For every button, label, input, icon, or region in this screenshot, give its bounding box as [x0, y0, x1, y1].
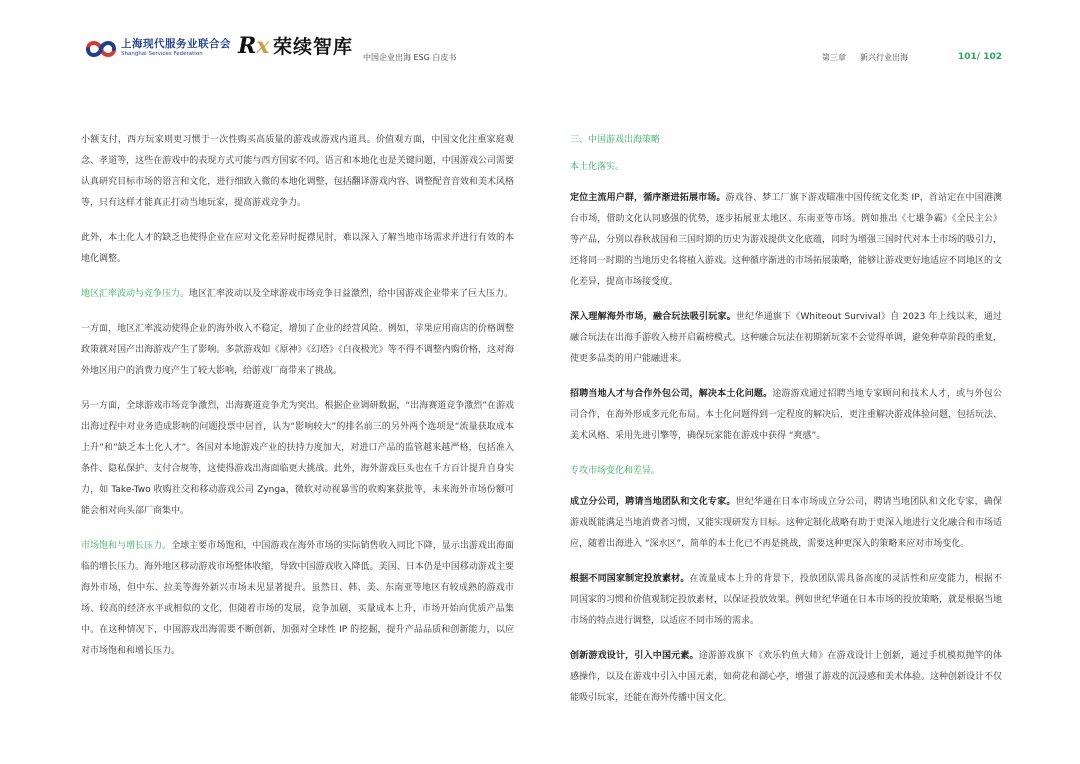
paragraph-body: 途游游戏旗下《欢乐钓鱼大师》在游戏设计上创新，通过手机模拟抛竿的体感操作，以及在游戏中引入中国元素，如荷花和湖心亭，增强了游戏的沉浸感和美术体验。这种创新设计不仅能吸引玩家，还能在海外传播中国文化。	[570, 651, 1003, 703]
section-heading: 三、中国游戏出海策略	[570, 135, 661, 145]
rongxu-logo-mark	[238, 33, 269, 59]
paragraph	[570, 569, 1002, 632]
paragraph: 小额支付，西方玩家则更习惯于一次性购买高质量的游戏或游戏内道具。价值观方面，中国文化注重家庭观念、孝道等，这些在游戏中的表现方式可能与西方国家不同。语言和本地化也是关键问题，中国游戏公司需要认真研究目标市场的语言和文化，进行细致入微的本地化调整，包括翻译游戏内容、调整配音音效和美术风格等，只有这样才能真正打动当地玩家，提高游戏竞争力。	[81, 135, 514, 208]
federation-logo-icon	[84, 36, 118, 62]
paragraph	[570, 492, 1002, 555]
paragraph: 另一方面，全球游戏市场竞争激烈，出海赛道竞争尤为突出。根据企业调研数据，“出海赛道竞争激烈”在游戏出海过程中对业务造成影响的问题投票中居首，认为“影响较大”的排名前三的另外两个选项是“流量获取成本上升”和“缺乏本土化人才”。各国对本地游戏产业的扶持力度加大，对进口产品的监管越来越严格，包括准入条件、隐私保护、支付合规等，这使得游戏出海面临更大挑战。此外，海外游戏巨头也在千方百计提升自身实力，如 Take-Two 收购社交和移动游戏公司 Zynga，微软对动视暴雪的收购案获批等，未来海外市场份额可能会相对向头部厂商集中。	[81, 401, 514, 516]
paragraph-heading: 根据不同国家制定投放素材。	[570, 574, 690, 584]
paragraph: 一方面，地区汇率波动使得企业的海外收入不稳定，增加了企业的经营风险。例如，苹果应用商店的价格调整政策就对国产出海游戏产生了影响。多款游戏如《原神》《幻塔》《白夜极光》等不得不调整内购价格，这对海外地区用户的消费力度产生了较大影响，给游戏厂商带来了挑战。	[81, 324, 514, 376]
page-number: 101/ 102	[958, 52, 1002, 62]
federation-logo-text	[121, 38, 231, 58]
federation-name-en: Shanghai Services Federation	[121, 51, 203, 57]
paragraph: 此外，本土化人才的缺乏也使得企业在应对文化差异时捉襟见肘，难以深入了解当地市场需求并进行有效的本地化调整。	[81, 233, 514, 264]
federation-name-cn: 上海现代服务业联合会	[121, 38, 231, 50]
chapter-label: 第三章	[822, 53, 846, 62]
rongxu-logo-name: 荣续智库	[273, 36, 354, 58]
paragraph-body: 全球主要市场饱和，中国游戏在海外市场的实际销售收入同比下降，显示出游戏出海面临的增长压力。海外地区移动游戏市场整体收缩，导致中国游戏收入降低。美国、日本仍是中国移动游戏主要海外市场，但中东、拉美等海外新兴市场未见显著提升。虽然日、韩、美、东南亚等地区有较成熟的游戏市场、较高的经济水平或相似的文化，但随着市场的发展，竞争加剧，买量成本上升，市场开始向优质产品集中。在这种情况下，中国游戏出海需要不断创新，加强对全球性 IP 的挖掘，提升产品品质和创新能力，以应对市场饱和和增长压力。	[81, 541, 514, 656]
rongxu-logo-mark-r: R	[238, 33, 257, 59]
paragraph-body: 世纪华通旗下《Whiteout Survival》自 2023 年上线以来，通过融合玩法在出海手游收入榜开启霸榜模式。这种融合玩法在初期新玩家不会觉得单调，避免种草阶段的重复，使更多品类的用户能融进来。	[570, 312, 1003, 364]
subsection-heading: 本土化落实。	[570, 162, 625, 172]
subsection-heading: 专攻市场变化和差异。	[570, 466, 661, 476]
page-header	[0, 0, 1080, 80]
paragraph	[570, 307, 1002, 370]
paragraph-body: 地区汇率波动以及全球游戏市场竞争日益激烈，给中国游戏企业带来了巨大压力。	[189, 289, 514, 299]
right-column	[570, 130, 1002, 723]
document-title: 中国企业出海 ESG 白皮书	[363, 53, 457, 62]
paragraph-heading: 定位主流用户群，循序渐进拓展市场。	[570, 193, 726, 203]
paragraph-heading: 招聘当地人才与合作外包公司，解决本土化问题。	[570, 389, 773, 399]
paragraph-body: 途游游戏通过招聘当地专家顾问和技术人才，或与外包公司合作，在海外形成多元化布局。本土化问题得到一定程度的解决后，更注重解决游戏体验问题，包括玩法、美术风格、采用先进引擎等，确保玩家能在游戏中获得 “爽感”。	[570, 389, 1003, 441]
paragraph	[570, 646, 1002, 709]
section-label: 新兴行业出海	[860, 53, 908, 62]
paragraph	[81, 536, 514, 662]
paragraph-heading: 创新游戏设计，引入中国元素。	[570, 651, 699, 661]
paragraph-heading: 深入理解海外市场，融合玩法吸引玩家。	[570, 312, 736, 322]
rongxu-logo-mark-x: x	[256, 33, 270, 59]
paragraph-body: 在流量成本上升的背景下，投放团队需具备高度的灵活性和应变能力，根据不同国家的习惯和价值观制定投放素材，以保证投放效果。例如世纪华通在日本市场的投放策略，就是根据当地市场的特点进行调整，以适应不同市场的需求。	[570, 574, 1003, 626]
left-column	[81, 130, 514, 676]
paragraph-heading: 成立分公司，聘请当地团队和文化专家。	[570, 497, 736, 507]
paragraph-body: 游戏谷、梦工厂旗下游戏瞄准中国传统文化类 IP，首站定在中国港澳台市场，借助文化认同感强的优势，逐步拓展亚太地区、东南亚等市场。例如推出《七雄争霸》《全民主公》等产品，分别以春秋战国和三国时期的历史为游戏提供文化底蕴，同时为增强三国时代对本土市场的吸引力，还将同一时期的当地历史名将植入游戏。这种循序渐进的市场拓展策略，能够让游戏更好地适应不同地区的文化差异，提高市场接受度。	[570, 193, 1003, 287]
paragraph	[570, 384, 1002, 447]
paragraph-body: 世纪华通在日本市场成立分公司，聘请当地团队和文化专家，确保游戏既能满足当地消费者习惯，又能实现研发方目标。这种定制化战略有助于更深入地进行文化融合和市场适应，随着出海进入 “深水区”，简单的本土化已不再是挑战，需要这种更深入的策略来应对市场变化。	[570, 497, 1003, 549]
paragraph	[81, 284, 514, 305]
paragraph-heading: 地区汇率波动与竞争压力。	[81, 289, 190, 299]
paragraph-heading: 市场饱和与增长压力。	[81, 541, 172, 551]
paragraph	[570, 188, 1002, 293]
